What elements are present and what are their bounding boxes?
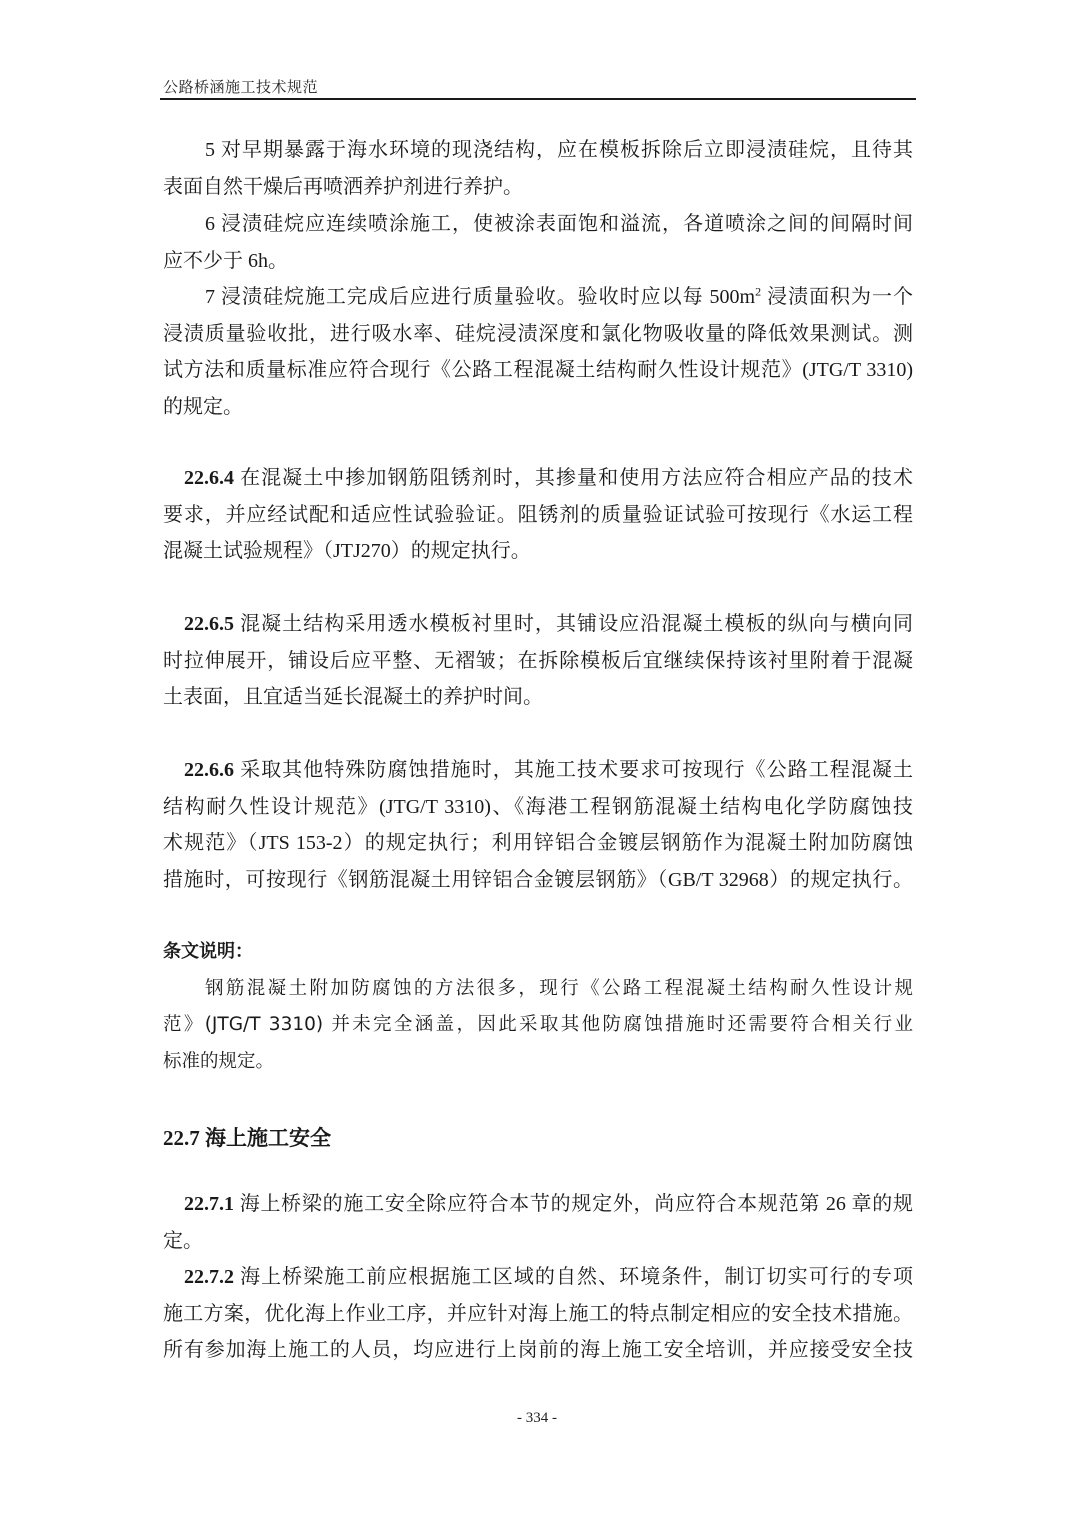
clause-number: 22.6.5 (184, 613, 234, 635)
text-line: 应不少于 6h。 (163, 249, 288, 272)
clause-22-6-6 (163, 752, 913, 898)
clause-explanation (163, 934, 913, 1080)
text-line: 22.6.5 混凝土结构采用透水模板衬里时，其铺设应沿混凝土模板的纵向与横向同 (184, 613, 913, 635)
text-line: 6 浸渍硅烷应连续喷涂施工，使被涂表面饱和溢流，各道喷涂之间的间隔时间 (205, 213, 913, 235)
clause-number: 22.6.4 (184, 467, 234, 489)
superscript: 2 (755, 284, 762, 299)
text-line: 22.6.6 采取其他特殊防腐蚀措施时，其施工技术要求可按现行《公路工程混凝土 (184, 759, 913, 781)
section-title: 22.7 海上施工安全 (163, 1126, 331, 1150)
page-number: - 334 - (517, 1410, 557, 1426)
header-rule (160, 98, 916, 100)
text-line: 22.7.2 海上桥梁施工前应根据施工区域的自然、环境条件，制订切实可行的专项 (184, 1266, 913, 1288)
list-item-7 (163, 279, 913, 425)
text-line: 标准的规定。 (163, 1050, 275, 1072)
text-line: 混凝土试验规程》（JTJ270）的规定执行。 (163, 540, 531, 562)
section-heading (163, 1120, 913, 1157)
text-line: 结构耐久性设计规范》(JTG/T 3310)、《海港工程钢筋混凝土结构电化学防腐蚀技 (163, 795, 913, 818)
list-item-5 (163, 132, 913, 205)
text-line: 5 对早期暴露于海水环境的现浇结构，应在模板拆除后立即浸渍硅烷，且待其 (205, 139, 913, 161)
text-line: 22.7.1 海上桥梁的施工安全除应符合本节的规定外，尚应符合本规范第 26 章的规 (184, 1193, 913, 1215)
clause-number: 22.6.6 (184, 759, 234, 781)
text-line: 要求，并应经试配和适应性试验验证。阻锈剂的质量验证试验可按现行《水运工程 (163, 503, 913, 526)
list-item-6 (163, 206, 913, 279)
clause-number: 22.7.2 (184, 1266, 234, 1288)
text-line: 土表面，且宜适当延长混凝土的养护时间。 (163, 686, 543, 708)
clause-22-7-2 (163, 1259, 913, 1369)
text-line: 浸渍质量验收批，进行吸水率、硅烷浸渍深度和氯化物吸收量的降低效果测试。测 (163, 322, 913, 345)
text-line: 定。 (163, 1229, 203, 1252)
clause-22-7-1 (163, 1186, 913, 1259)
clause-22-6-5 (163, 606, 913, 716)
text-line: 范》(JTG/T 3310) 并未完全涵盖，因此采取其他防腐蚀措施时还需要符合相关行业 (163, 1014, 913, 1035)
running-header-title: 公路桥涵施工技术规范 (163, 80, 319, 96)
explanation-title: 条文说明： (163, 941, 253, 962)
text-line: 试方法和质量标准应符合现行《公路工程混凝土结构耐久性设计规范》(JTG/T 3310) (163, 359, 913, 381)
text-line: 施工方案，优化海上作业工序，并应针对海上施工的特点制定相应的安全技术措施。 (163, 1302, 913, 1325)
clause-22-6-4 (163, 460, 913, 570)
text-line: 7 浸渍硅烷施工完成后应进行质量验收。验收时应以每 $500m^2$ 浸渍面积为一个 (205, 284, 914, 308)
text-line: 钢筋混凝土附加防腐蚀的方法很多，现行《公路工程混凝土结构耐久性设计规 (205, 977, 913, 999)
clause-number: 22.7.1 (184, 1193, 234, 1215)
text-line: 措施时，可按现行《钢筋混凝土用锌铝合金镀层钢筋》（GB/T 32968）的规定执行。 (163, 868, 913, 891)
text-line: 的规定。 (163, 395, 243, 418)
text-line: 所有参加海上施工的人员，均应进行上岗前的海上施工安全培训，并应接受安全技 (163, 1339, 913, 1361)
text-line: 表面自然干燥后再喷洒养护剂进行养护。 (163, 175, 523, 198)
text-line: 22.6.4 在混凝土中掺加钢筋阻锈剂时，其掺量和使用方法应符合相应产品的技术 (184, 467, 913, 489)
text-line: 术规范》（JTS 153-2）的规定执行；利用锌铝合金镀层钢筋作为混凝土附加防腐蚀 (163, 832, 913, 854)
text-line: 时拉伸展开，铺设后应平整、无褶皱；在拆除模板后宜继续保持该衬里附着于混凝 (163, 649, 913, 672)
